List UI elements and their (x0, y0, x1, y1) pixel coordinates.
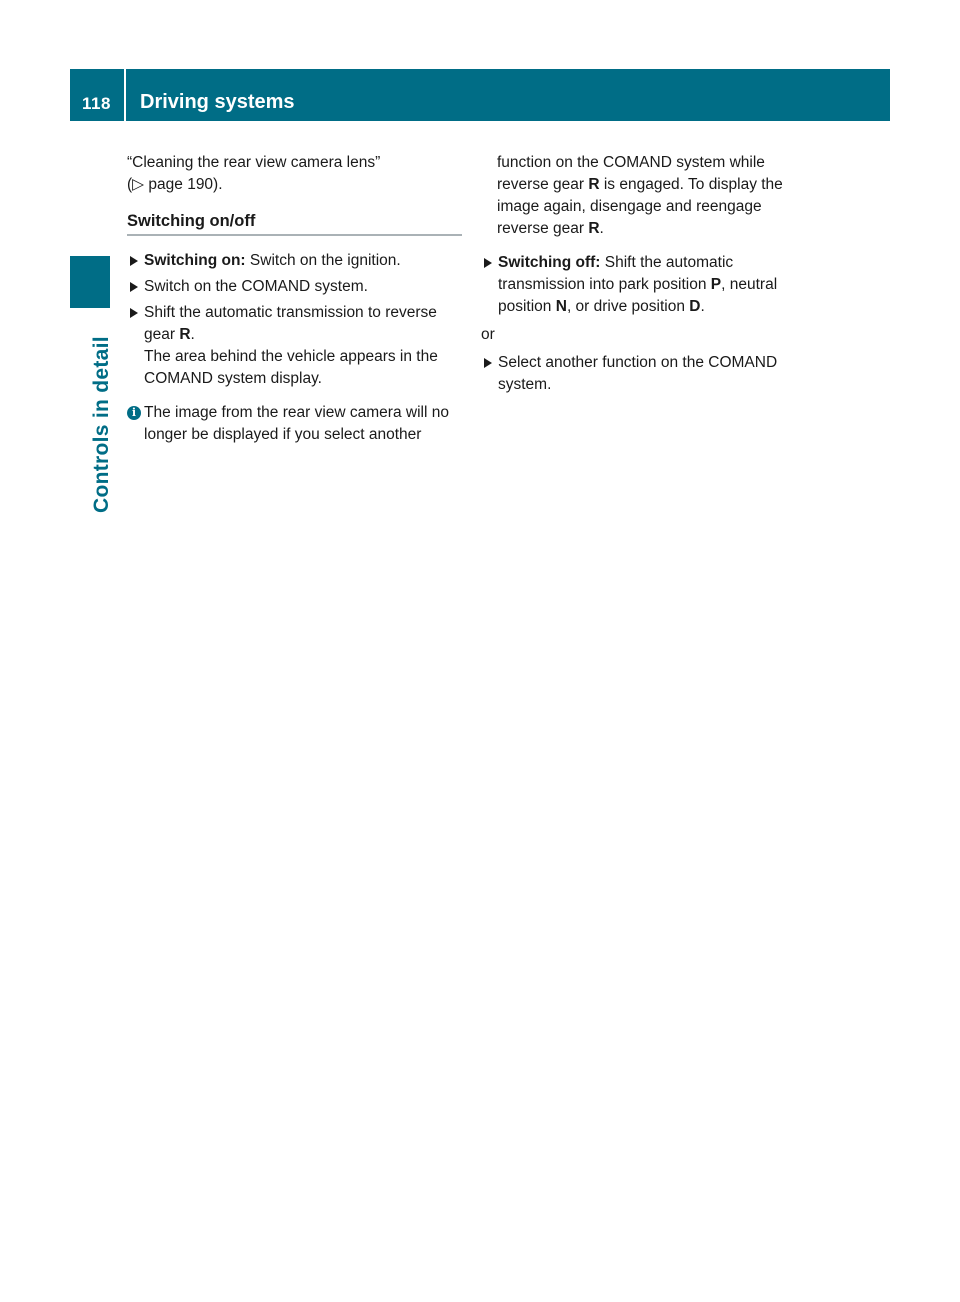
step-text: , or drive position (566, 298, 690, 315)
triangle-right-icon (130, 308, 138, 318)
step-result-text: The area behind the vehicle appears in the COMAND system display. (144, 348, 438, 387)
step-bold-label: Switching on: (144, 252, 246, 269)
step-text: Select another function on the COMAND system. (498, 354, 778, 393)
note-text: is engaged. To display the image again, disengage and reengage reverse gear (497, 176, 783, 237)
step-text: Switch on the COMAND system. (144, 278, 368, 295)
triangle-right-icon (130, 256, 138, 266)
triangle-right-icon (130, 282, 138, 292)
gear-letter: R (588, 176, 600, 193)
page-number-cell (70, 69, 126, 121)
step-text: Shift the automatic transmission into park position (498, 254, 734, 293)
note-text: function on the COMAND system while reverse gear (497, 154, 765, 193)
info-note (127, 402, 462, 446)
right-column (481, 152, 816, 400)
info-icon: i (127, 406, 141, 420)
or-separator: or (481, 326, 495, 343)
step-item (481, 252, 816, 318)
step-item (481, 352, 816, 396)
gear-letter: D (689, 298, 701, 315)
side-section-label: Controls in detail (90, 336, 113, 513)
note-text: . (599, 220, 604, 237)
triangle-right-icon (484, 258, 492, 268)
side-tab-marker (70, 256, 110, 308)
step-bold-label: Switching off: (498, 254, 601, 271)
intro-text: “Cleaning the rear view camera lens” (127, 154, 381, 171)
triangle-right-icon (484, 358, 492, 368)
section-heading: Switching on/off (127, 210, 462, 236)
intro-paragraph (127, 152, 462, 196)
step-text: , neutral position (498, 276, 778, 315)
gear-letter: R (588, 220, 600, 237)
gear-letter: R (179, 326, 191, 343)
page-ref-arrow-icon: ▷ (132, 176, 145, 193)
step-item (127, 276, 462, 298)
chapter-title: Driving systems (140, 91, 295, 113)
page-header (70, 69, 890, 121)
step-text: Switch on the ignition. (245, 252, 401, 269)
note-continuation (481, 152, 816, 240)
gear-letter: N (555, 298, 567, 315)
step-text: Shift the automatic transmission to reverse gear (144, 304, 437, 343)
page-number: 118 (82, 94, 111, 113)
step-text: . (700, 298, 705, 315)
left-column (127, 152, 462, 446)
gear-letter: P (710, 276, 722, 293)
step-item (127, 250, 462, 272)
page-ref-link[interactable]: page 190). (148, 176, 223, 193)
step-item (127, 302, 462, 390)
note-text: The image from the rear view camera will no longer be displayed if you select another (144, 404, 449, 443)
step-text: . (190, 326, 195, 343)
ref-open: ( (127, 176, 133, 193)
